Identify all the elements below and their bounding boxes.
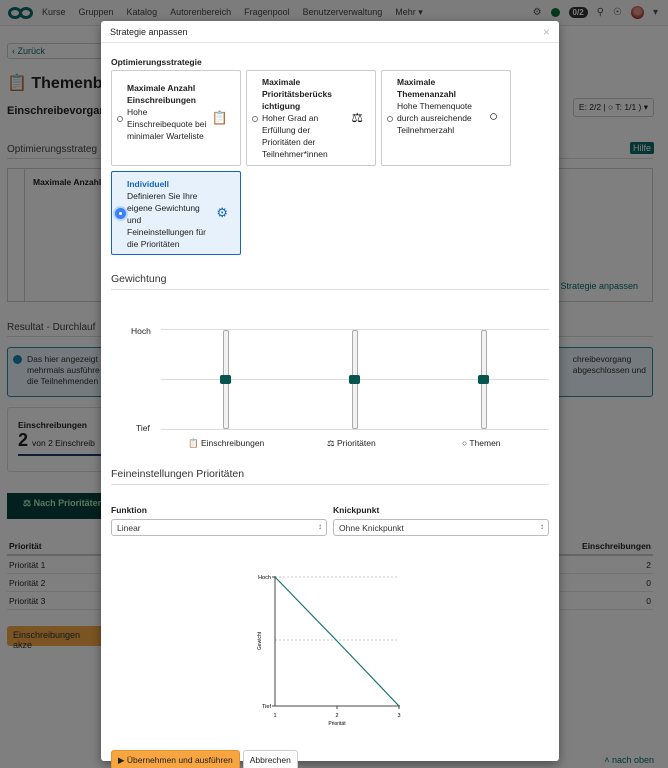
- x-tick-3: 3: [397, 713, 401, 719]
- slider-label-text: Themen: [469, 438, 501, 448]
- card-text: [397, 76, 477, 136]
- strategy-card-max-enrollments[interactable]: [111, 70, 241, 166]
- radio-max-enrollments[interactable]: [117, 116, 123, 122]
- function-label: Funktion: [111, 505, 147, 515]
- modal-footer: [111, 750, 298, 768]
- y-label-low: Tief: [136, 423, 150, 433]
- x-tick-2: 2: [335, 713, 339, 719]
- radio-max-priority[interactable]: [252, 116, 258, 122]
- fine-settings-row: [111, 505, 549, 536]
- weighting-title: Gewichtung: [111, 273, 549, 290]
- strategy-card-max-topics[interactable]: [381, 70, 511, 166]
- x-axis-label: Priorität: [328, 721, 346, 727]
- card-title: Maximale Prioritätsberücks ichtigung: [262, 77, 332, 111]
- weight-line: [275, 577, 399, 706]
- slider-enrollments-handle[interactable]: [220, 375, 231, 384]
- knick-label: Knickpunkt: [333, 505, 380, 515]
- slider-priorities-handle[interactable]: [349, 375, 360, 384]
- modal-header: [101, 21, 559, 43]
- slider-label-text: Einschreibungen: [200, 438, 265, 448]
- card-title: Maximale Themenanzahl: [397, 77, 457, 99]
- card-desc: Hohe Themenquote durch ausreichende Teilnehmerzahl: [397, 101, 472, 135]
- strategy-modal: [101, 21, 559, 765]
- slider-enrollments-label: 📋 Einschreibungen: [188, 438, 265, 448]
- slider-topics-label: ○ Themen: [462, 438, 501, 448]
- knick-field: [333, 505, 549, 536]
- slider-topics-handle[interactable]: [478, 375, 489, 384]
- card-desc: Definieren Sie Ihre eigene Gewichtung und Feineinstellungen für die Prioritäten: [127, 191, 206, 249]
- radio-max-topics[interactable]: [387, 116, 393, 122]
- y-tick-low: Tief: [262, 704, 271, 710]
- y-label-high: Hoch: [131, 326, 151, 336]
- x-tick-1: 1: [273, 713, 277, 719]
- optimization-label: Optimierungsstrategie: [111, 57, 202, 67]
- slider-label-text: Prioritäten: [336, 438, 376, 448]
- close-icon[interactable]: ×: [542, 24, 550, 39]
- slider-priorities-label: ⚖ Prioritäten: [327, 438, 376, 448]
- strategy-card-max-priority[interactable]: [246, 70, 376, 166]
- card-text: [127, 82, 207, 142]
- knick-select[interactable]: Ohne Knickpunkt ↕: [333, 519, 549, 536]
- function-field: [111, 505, 327, 536]
- clipboard-icon: 📋: [211, 110, 228, 125]
- weighting-chart: [111, 328, 549, 458]
- priority-weight-chart: [249, 568, 409, 728]
- card-title: Individuell: [127, 179, 170, 189]
- gears-icon: ⚙: [216, 205, 228, 220]
- fine-settings-title: Feineinstellungen Prioritäten: [111, 468, 549, 485]
- radio-individual[interactable]: [115, 208, 126, 219]
- strategy-card-individual[interactable]: [111, 171, 241, 255]
- scale-icon: ⚖: [351, 110, 363, 125]
- card-text: [127, 178, 207, 250]
- cancel-button[interactable]: Abbrechen: [243, 750, 298, 768]
- function-select[interactable]: Linear ↕: [111, 519, 327, 536]
- y-tick-high: Hoch: [258, 575, 271, 581]
- card-title: Maximale Anzahl Einschreibungen: [127, 83, 196, 105]
- card-desc: Hoher Grad an Erfüllung der Prioritäten der Teilnehmer*innen: [262, 113, 328, 159]
- y-axis-label: Gewicht: [257, 631, 263, 651]
- card-text: [262, 76, 347, 160]
- card-desc: Hohe Einschreibequote bei minimaler Warteliste: [127, 107, 207, 141]
- apply-and-run-button[interactable]: ▶ Übernehmen und ausführen: [111, 750, 240, 768]
- grid-line: [161, 429, 549, 430]
- modal-title: Strategie anpassen: [110, 26, 188, 37]
- circle-icon: ○: [488, 108, 498, 125]
